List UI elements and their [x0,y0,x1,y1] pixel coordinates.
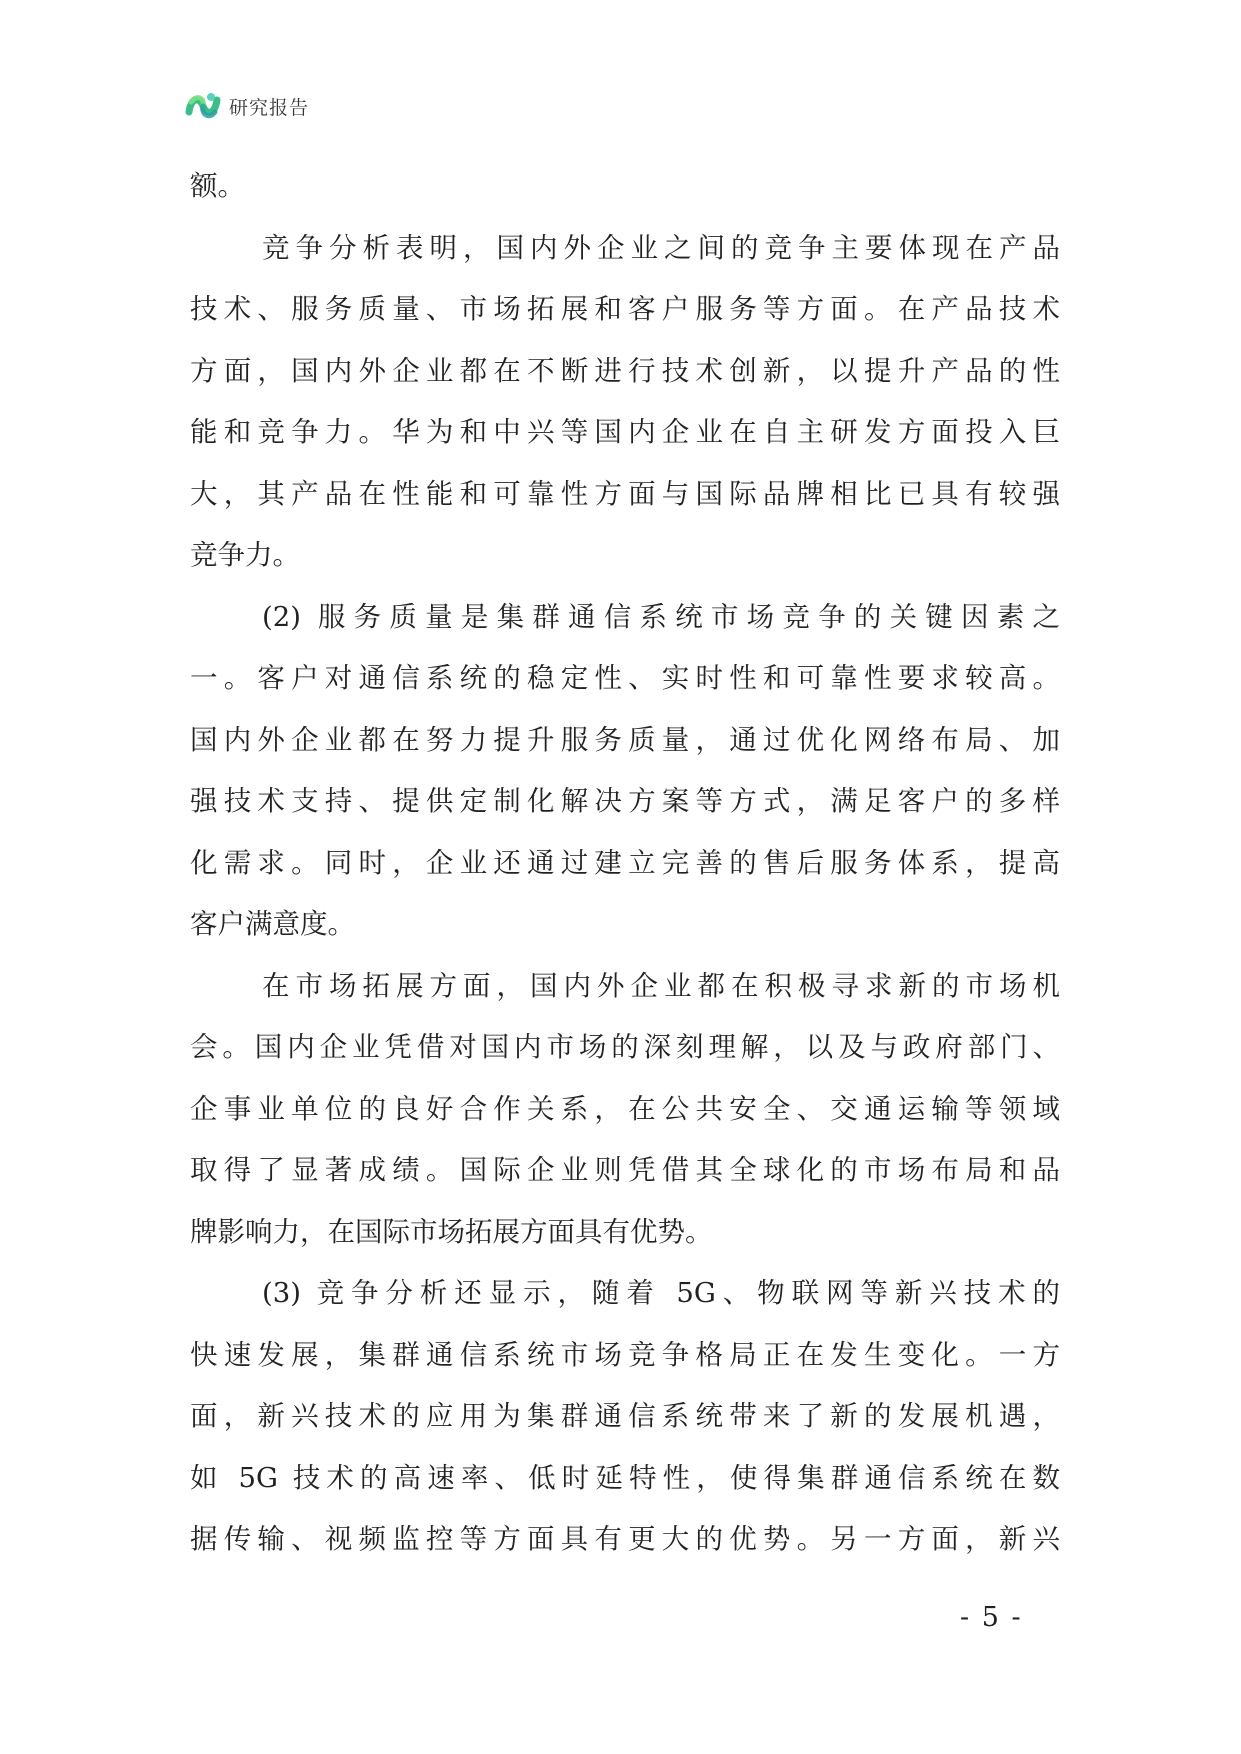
text-line: 方面，国内外企业都在不断进行技术创新，以提升产品的性 [190,354,1060,387]
report-title: 研究报告 [229,96,310,119]
page-header [185,88,309,124]
text-line: 据传输、视频监控等方面具有更大的优势。另一方面，新兴 [190,1523,1060,1555]
text-line: 竞争力。 [190,539,300,571]
text-line: 技术、服务质量、市场拓展和客户服务等方面。在产品技术 [190,293,1060,325]
text-line: 快速发展，集群通信系统市场竞争格局正在发生变化。一方 [190,1338,1060,1371]
text-line: 额。 [190,170,245,202]
text-line: 竞争分析表明，国内外企业之间的竞争主要体现在产品 [262,231,1060,264]
text-line: 化需求。同时，企业还通过建立完善的售后服务体系，提高 [190,846,1060,879]
text-line: 会。国内企业凭借对国内市场的深刻理解，以及与政府部门、 [190,1031,1060,1063]
text-line: 强技术支持、提供定制化解决方案等方式，满足客户的多样 [190,785,1060,817]
page-number: - 5 - [960,1602,1023,1633]
text-line: 在市场拓展方面，国内外企业都在积极寻求新的市场机 [262,969,1060,1002]
text-line: 面，新兴技术的应用为集群通信系统带来了新的发展机遇， [190,1400,1060,1432]
text-line: 如 5G 技术的高速率、低时延特性，使得集群通信系统在数 [190,1461,1060,1494]
report-logo-icon [185,88,221,124]
text-line: 企事业单位的良好合作关系，在公共安全、交通运输等领域 [190,1092,1060,1125]
text-line: (3) 竞争分析还显示，随着 5G、物联网等新兴技术的 [262,1277,1060,1309]
text-line: 一。客户对通信系统的稳定性、实时性和可靠性要求较高。 [190,662,1060,694]
text-line: (2) 服务质量是集群通信系统市场竞争的关键因素之 [262,600,1060,633]
text-line: 能和竞争力。华为和中兴等国内企业在自主研发方面投入巨 [190,416,1060,448]
text-line: 大，其产品在性能和可靠性方面与国际品牌相比已具有较强 [190,477,1060,510]
text-line: 国内外企业都在努力提升服务质量，通过优化网络布局、加 [190,723,1060,756]
text-line: 取得了显著成绩。国际企业则凭借其全球化的市场布局和品 [190,1154,1060,1186]
text-line: 客户满意度。 [190,908,355,940]
body-text [190,156,1060,1571]
text-line: 牌影响力，在国际市场拓展方面具有优势。 [190,1215,713,1248]
